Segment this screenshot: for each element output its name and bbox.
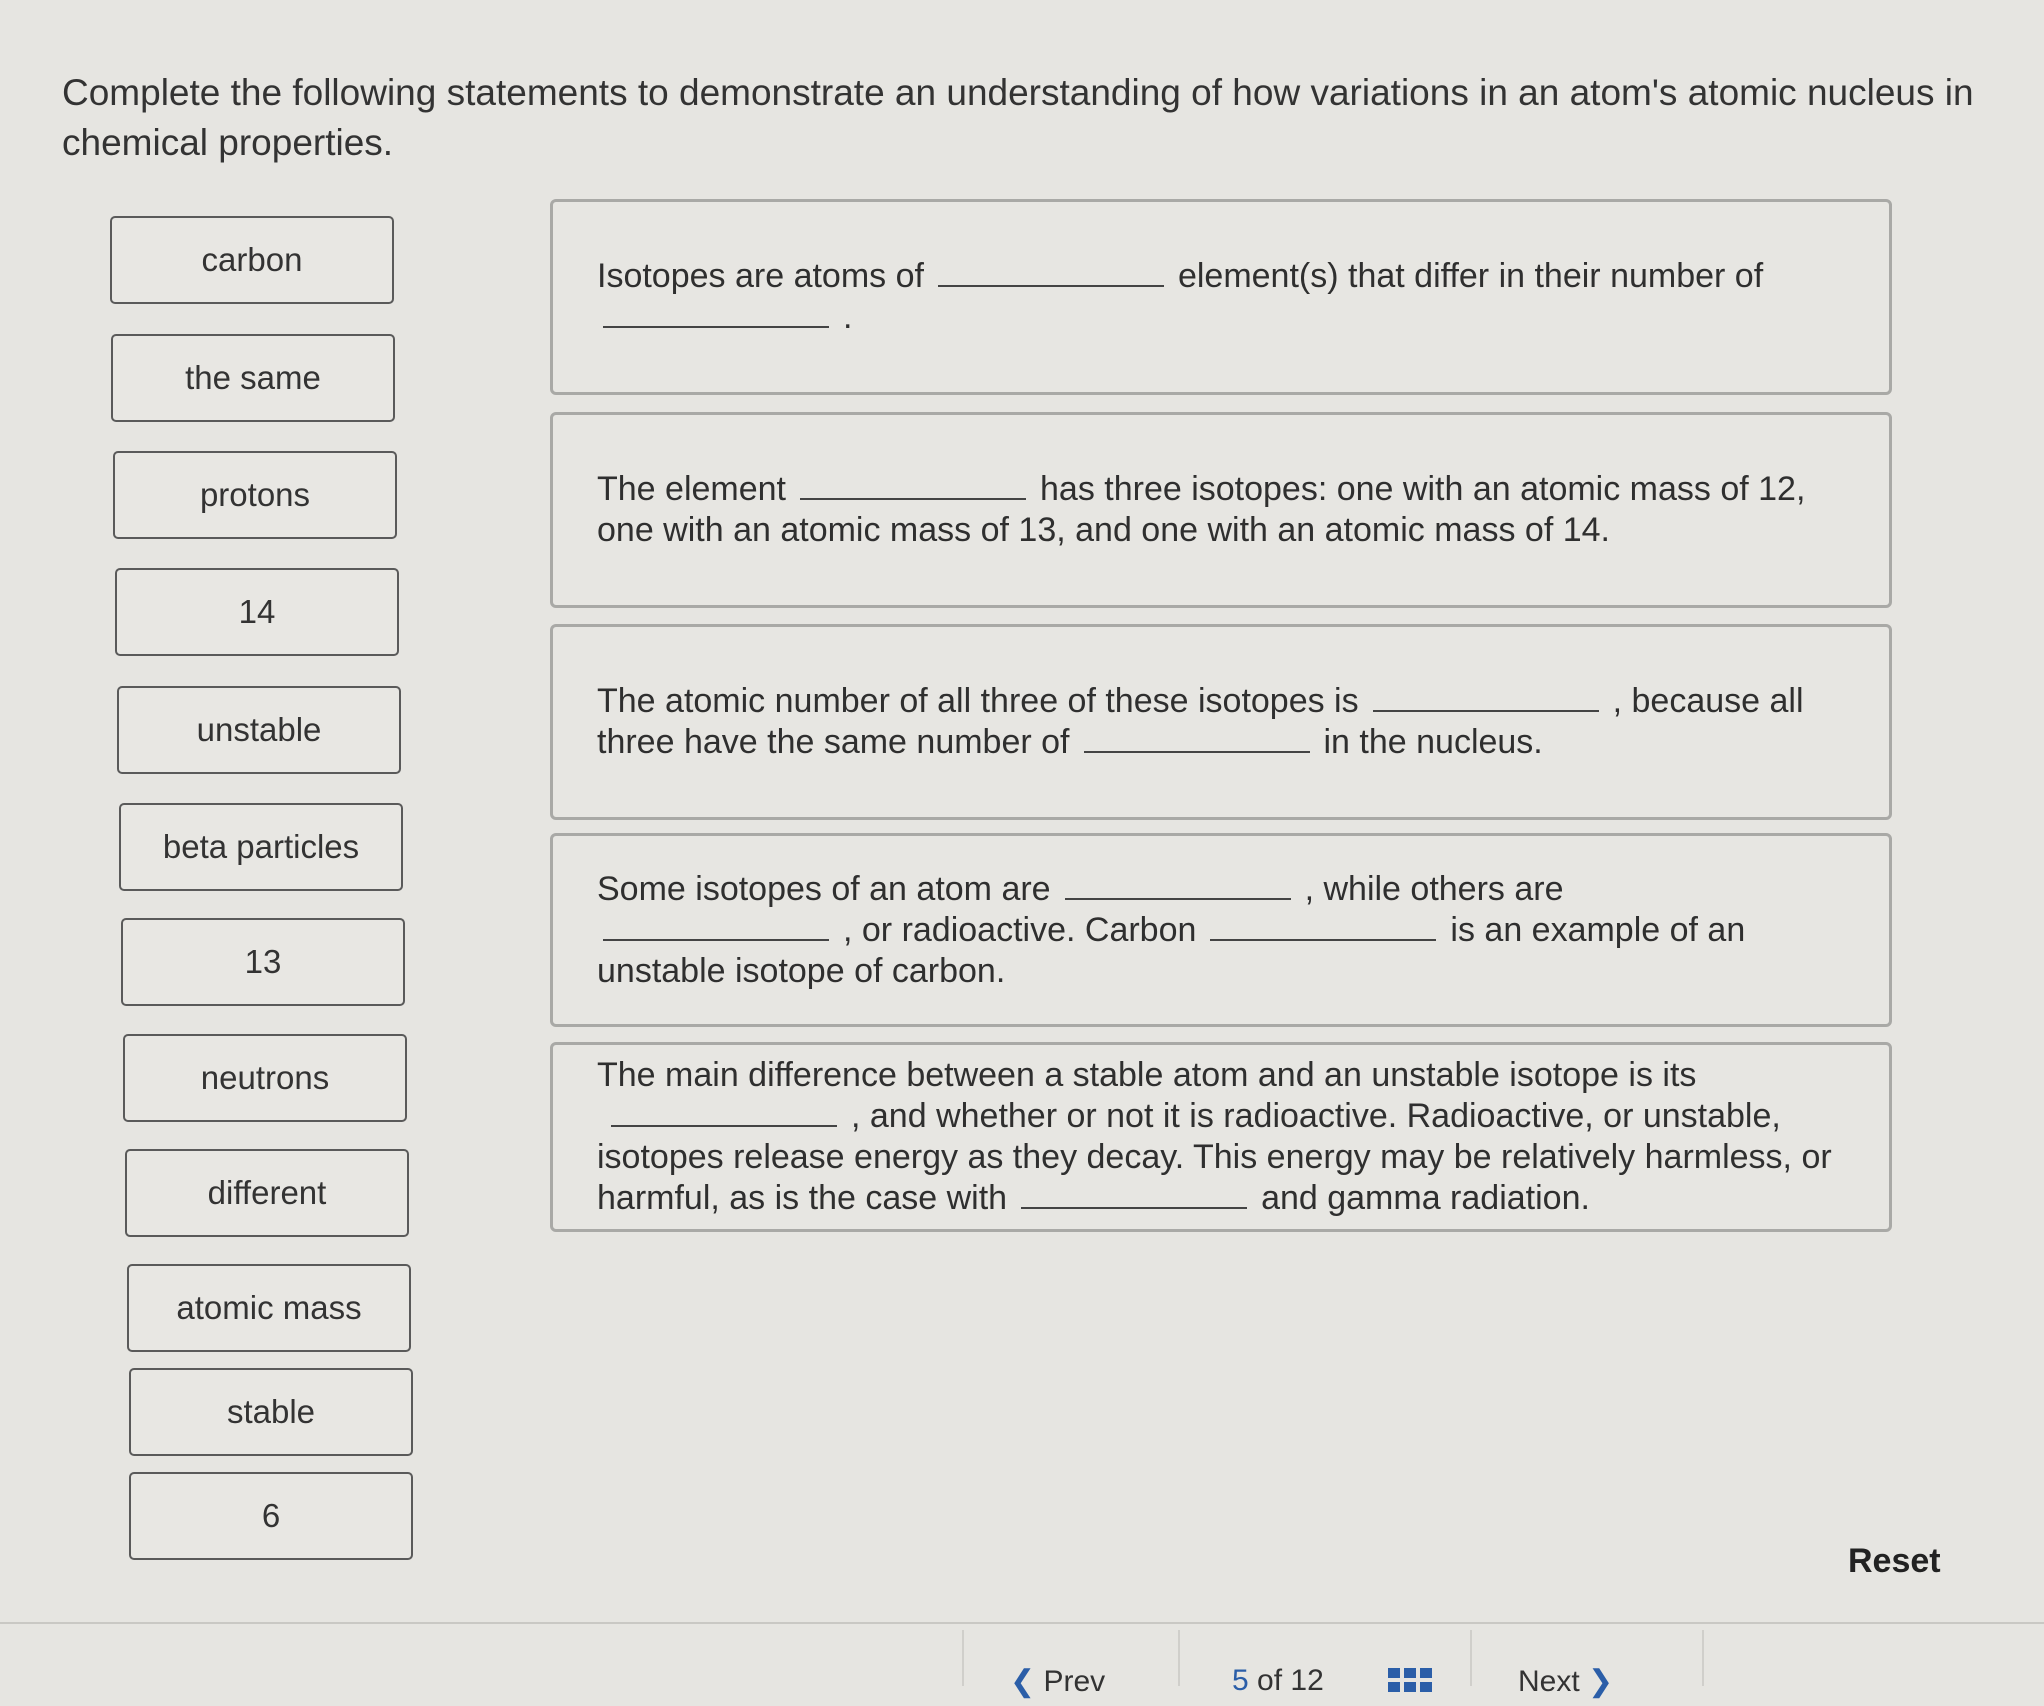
draggable-word[interactable]: 6: [129, 1472, 413, 1560]
statement-5: [550, 1042, 1892, 1232]
statement-2: [550, 412, 1892, 608]
draggable-word[interactable]: 14: [115, 568, 399, 656]
statement-text: element(s) that differ in their number of: [1177, 257, 1764, 295]
draggable-word[interactable]: beta particles: [119, 803, 403, 891]
draggable-word[interactable]: carbon: [110, 216, 394, 304]
draggable-word[interactable]: neutrons: [123, 1034, 407, 1122]
prev-button[interactable]: [1010, 1664, 1105, 1704]
statement-text: , or radioactive. Carbon: [843, 910, 1197, 949]
statement-text: The element: [597, 470, 786, 508]
statement-text: , because all three have the same number of: [597, 682, 1804, 761]
instructions: [62, 68, 2044, 168]
statement-text: , while others are: [1304, 869, 1564, 908]
draggable-word[interactable]: the same: [111, 334, 395, 422]
drop-blank[interactable]: [603, 298, 829, 328]
drop-blank[interactable]: [1084, 723, 1310, 753]
drop-blank[interactable]: [603, 911, 829, 941]
statement-text: Some isotopes of an atom are: [597, 869, 1051, 908]
instructions-line-2: chemical properties.: [62, 122, 394, 163]
statement-3: [550, 624, 1892, 820]
reset-button[interactable]: Reset: [1848, 1542, 1941, 1580]
statement-text: Isotopes are atoms of: [597, 257, 924, 295]
footer-divider: [1178, 1630, 1180, 1686]
draggable-word[interactable]: stable: [129, 1368, 413, 1456]
statement-text: , and whether or not it is radioactive. Radioactive, or unstable, isotopes release energy as they decay. This energy may be relatively harmless, or harmful, as is the case with: [597, 1097, 1832, 1217]
statement-text: .: [843, 298, 853, 336]
draggable-word[interactable]: atomic mass: [127, 1264, 411, 1352]
prev-label: Prev: [1043, 1665, 1106, 1698]
draggable-word[interactable]: unstable: [117, 686, 401, 774]
statement-1: [550, 199, 1892, 395]
statement-text: has three isotopes: one with an atomic mass of 12, one with an atomic mass of 13, and one with an atomic mass of 14.: [597, 470, 1806, 549]
statement-text: is an example of an unstable isotope of carbon.: [597, 910, 1746, 990]
drop-blank[interactable]: [800, 470, 1026, 500]
instructions-line-1: Complete the following statements to demonstrate an understanding of how variations in an atom's atomic nucleus in: [62, 72, 1974, 113]
next-label: Next: [1518, 1665, 1580, 1698]
footer-divider: [1470, 1630, 1472, 1686]
draggable-word[interactable]: 13: [121, 918, 405, 1006]
drop-blank[interactable]: [938, 257, 1164, 287]
next-button[interactable]: [1518, 1664, 1613, 1704]
statement-text: and gamma radiation.: [1261, 1179, 1590, 1217]
footer-divider: [1702, 1630, 1704, 1686]
chevron-left-icon: ❮: [1010, 1665, 1036, 1698]
draggable-word[interactable]: protons: [113, 451, 397, 539]
statement-4: [550, 833, 1892, 1027]
grid-icon[interactable]: [1388, 1666, 1432, 1706]
footer-divider: [962, 1630, 964, 1686]
drop-blank[interactable]: [1373, 682, 1599, 712]
statement-text: in the nucleus.: [1323, 723, 1543, 761]
current-page: 5: [1232, 1664, 1249, 1697]
draggable-word[interactable]: different: [125, 1149, 409, 1237]
drop-blank[interactable]: [1065, 870, 1291, 900]
footer-divider: [0, 1622, 2044, 1624]
statement-text: The main difference between a stable atom and an unstable isotope is its: [597, 1056, 1697, 1094]
page-total: of 12: [1257, 1664, 1324, 1697]
drop-blank[interactable]: [611, 1097, 837, 1127]
statement-text: The atomic number of all three of these isotopes is: [597, 682, 1359, 720]
page-indicator: [1232, 1664, 1324, 1704]
drop-blank[interactable]: [1210, 911, 1436, 941]
chevron-right-icon: ❯: [1588, 1665, 1614, 1698]
drop-blank[interactable]: [1021, 1179, 1247, 1209]
